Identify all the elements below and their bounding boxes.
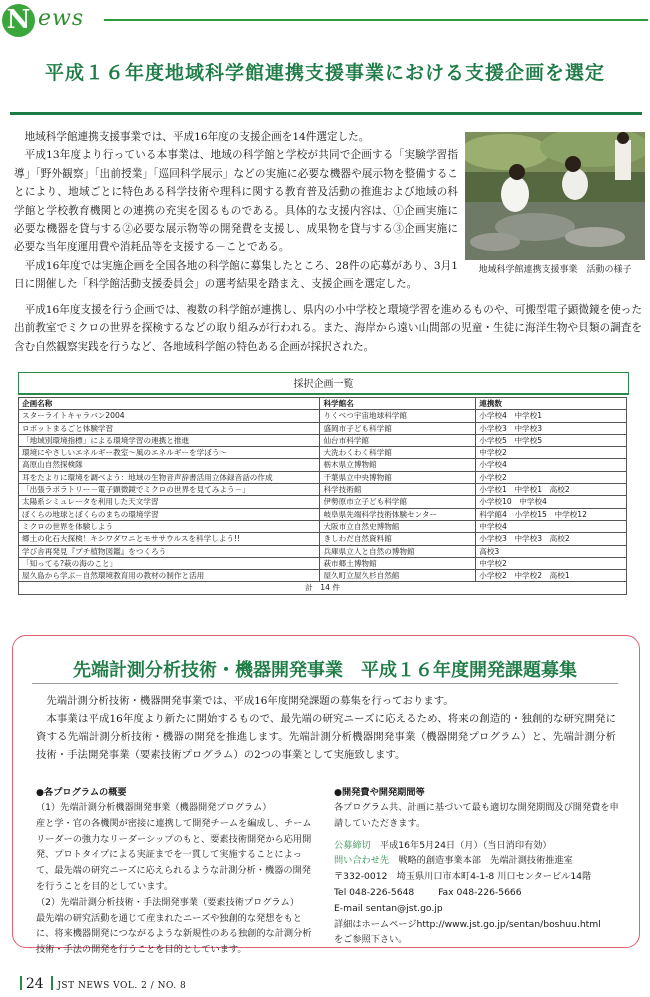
partner-count: 小学校1 中学校1 高校2 <box>476 484 627 496</box>
page-title: 平成１６年度地域科学館連携支援事業における支援企画を選定 <box>44 62 605 84</box>
museum-name: 伊勢原市立子ども科学館 <box>320 496 476 508</box>
homepage-note: をご参照下さい。 <box>334 934 408 946</box>
table-row <box>19 447 627 459</box>
table-row <box>19 533 627 545</box>
program-description: 産と学・官の各機関が密接に連携して開発チームを編成し、チームリーダーの強力なリーダーシップのもと、要素技術開発から応用開発、プロトタイプによる実証までを一貫して実施することによって、最先端の研究ニーズに応えられるような計測分析・機器の開発を行うことを目的としています。 <box>36 817 312 892</box>
plan-name: 「地域別環境指標」による環境学習の連携と推進 <box>19 434 320 446</box>
funding-info <box>334 784 622 948</box>
partner-count: 小学校2 中学校2 高校1 <box>476 570 627 582</box>
partner-count: 小学校3 中学校3 <box>476 422 627 434</box>
partner-count: 中学校2 <box>476 557 627 569</box>
email[interactable]: E-mail sentan@jst.go.jp <box>334 902 443 914</box>
plan-name: 屋久島から学ぶ－自然環境教育用の教材の制作と活用 <box>19 570 320 582</box>
fax: Fax 048-226-5666 <box>438 886 522 898</box>
museum-name: きしわだ自然資料館 <box>320 533 476 545</box>
museum-name: 仙台市科学館 <box>320 434 476 446</box>
museum-name: 科学技術館 <box>320 484 476 496</box>
museum-name: 千葉県立中央博物館 <box>320 471 476 483</box>
table-row <box>19 545 627 557</box>
partner-count: 高校3 <box>476 545 627 557</box>
partner-count: 中学校4 <box>476 520 627 532</box>
plan-name: ミクロの世界を体験しよう <box>19 520 320 532</box>
publication-name: JST NEWS VOL. 2 / NO. 8 <box>57 981 187 991</box>
table-row <box>19 434 627 446</box>
page-footer <box>20 976 186 992</box>
museum-name: 岐阜県先端科学技術体験センター <box>320 508 476 520</box>
table-row <box>19 520 627 532</box>
deadline-value: 平成16年5月24日（月）（当日消印有効） <box>379 839 552 851</box>
program-description: 最先端の研究活動を通じて産まれたニーズや独創的な発想をもとに、将来機器開発につながるような新規性のある独創的な計測分析技術・手法の開発を行うことを目的としています。 <box>36 912 312 956</box>
table-row <box>19 410 627 422</box>
museum-name: 兵庫県立人と自然の博物館 <box>320 545 476 557</box>
plan-name: 「知ってる?萩の海のこと」 <box>19 557 320 569</box>
table-heading: 採択企画一覧 <box>19 373 628 394</box>
museum-name: 盛岡市子ども科学館 <box>320 422 476 434</box>
table-row <box>19 422 627 434</box>
table-total: 計 14 件 <box>19 582 627 594</box>
phone-line <box>334 885 622 901</box>
section-intro <box>36 692 616 764</box>
header-rule <box>104 19 648 21</box>
table-row <box>19 496 627 508</box>
table-heading-box <box>18 372 629 395</box>
partner-count: 小学校4 中学校1 <box>476 410 627 422</box>
tel: Tel 048-226-5648 <box>334 886 415 898</box>
table-total-row <box>19 582 627 594</box>
table-row <box>19 557 627 569</box>
title-divider <box>10 112 642 115</box>
table-header-row <box>19 398 627 410</box>
activity-photo <box>465 132 645 260</box>
footer-bar <box>51 976 53 990</box>
funding-heading: ●開発費や開発期間等 <box>334 787 425 798</box>
museum-name: 大洗わくわく科学館 <box>320 447 476 459</box>
table-row <box>19 508 627 520</box>
partner-count: 小学校5 中学校5 <box>476 434 627 446</box>
news-logo-text: ews <box>38 6 85 31</box>
page-number: 24 <box>25 976 44 992</box>
homepage-link[interactable]: 詳細はホームページhttp://www.jst.go.jp/sentan/boshuu.html <box>334 918 601 930</box>
plan-name: 郷土の化石大探検！キシワダワニとモササウルスを科学しよう!! <box>19 533 320 545</box>
partner-count: 小学校4 <box>476 459 627 471</box>
table-row <box>19 459 627 471</box>
museum-name: 栃木県立博物館 <box>320 459 476 471</box>
table-row <box>19 484 627 496</box>
plan-name: 高原山自然探検隊 <box>19 459 320 471</box>
section-intro-paragraph: 先端計測分析技術・機器開発事業では、平成16年度開発課題の募集を行っております。 <box>46 695 454 707</box>
plan-name: 学び舎再発見『プチ植物図鑑』をつくろう <box>19 545 320 557</box>
contact-org: 戦略的創造事業本部 先端計測技術推進室 <box>398 855 573 867</box>
selected-plans-table <box>18 397 627 595</box>
intro-paragraph: 平成16年度では実施企画を全国各地の科学館に募集したところ、28件の応募があり、3月1日に開催した「科学館活動支援委員会」の選考結果を踏まえ、支援企画を選定した。 <box>14 259 458 291</box>
plan-name: 太陽系シミュレータを利用した天文学習 <box>19 496 320 508</box>
photo-caption: 地域科学館連携支援事業 活動の様子 <box>478 265 632 275</box>
program-overview-heading: ●各プログラムの概要 <box>36 787 127 798</box>
address: 〒332-0012 埼玉県川口市本町4-1-8 川口センタービル14階 <box>334 871 592 883</box>
intro-text <box>14 128 458 294</box>
plan-name: 耳をたよりに環境を調べよう：地域の生物音声辞書活用立体録音話の作成 <box>19 471 320 483</box>
plan-name: 「出張ラボラトリー－電子顕微鏡でミクロの世界を見てみよう－」 <box>19 484 320 496</box>
table-row <box>19 471 627 483</box>
plan-name: ぼくらの地球とぼくらのまちの環境学習 <box>19 508 320 520</box>
intro-paragraph: 平成13年度より行っている本事業は、地域の科学館と学校が共同で企画する「実験学習指導」「野外観察」「出前授業」「巡回科学展示」などの実施に必要な機器や展示物を整備することにより、地域ごとに特色ある科学技術や理科に関する教育普及活動の推進および地域の科学館と学校教育機関との連携の充実を図るものである。具体的な支援内容は、①企画実施に必要な機器を貸与する②必要な展示物等の開発費を支援し、成果物を貸与する③企画実施に必要な当年度運用費や消耗品等を支援する－ことである。 <box>14 149 458 254</box>
table-body <box>19 410 627 582</box>
section-intro-paragraph: 本事業は平成16年度より新たに開始するもので、最先端の研究ニーズに応えるため、将来の創造的・独創的な研究開発に資する先端計測分析技術・機器の開発を推進します。先端計測分析機器開発事業（機器開発プログラム）と、先端計測分析技術・手法開発事業（要素技術プログラム）の2つの事業として実施致します。 <box>36 713 616 761</box>
column-header: 連携数 <box>476 398 627 410</box>
partner-count: 科学館4 小学校15 中学校12 <box>476 508 627 520</box>
table-row <box>19 570 627 582</box>
deadline-line <box>334 838 622 854</box>
plan-name: 環境にやさしいエネルギー教室～風のエネルギーを学ぼう～ <box>19 447 320 459</box>
plan-name: ロボットまるごと体験学習 <box>19 422 320 434</box>
contact-line <box>334 853 622 869</box>
plan-name: スターライトキャラバン2004 <box>19 410 320 422</box>
partner-count: 小学校10 中学校4 <box>476 496 627 508</box>
contact-label: 問い合わせ先 <box>334 855 390 867</box>
section-divider <box>32 683 618 684</box>
program-item: （2）先端計測分析技術・手法開発事業（要素技術プログラム） <box>36 896 300 908</box>
body-text <box>14 301 642 356</box>
museum-name: りくべつ宇宙地球科学館 <box>320 410 476 422</box>
column-header: 科学館名 <box>320 398 476 410</box>
deadline-label: 公募締切 <box>334 839 371 851</box>
partner-count: 中学校2 <box>476 447 627 459</box>
partner-count: 小学校3 中学校3 高校2 <box>476 533 627 545</box>
news-logo: N <box>2 4 35 37</box>
funding-text: 各プログラム共、計画に基づいて最も適切な開発期間及び開発費を申請していただきます。 <box>334 802 619 829</box>
partner-count: 小学校2 <box>476 471 627 483</box>
footer-bar <box>20 976 22 990</box>
museum-name: 大阪市立自然史博物館 <box>320 520 476 532</box>
column-header: 企画名称 <box>19 398 320 410</box>
section-title: 先端計測分析技術・機器開発事業 平成１６年度開発課題募集 <box>73 660 577 681</box>
museum-name: 屋久町立屋久杉自然館 <box>320 570 476 582</box>
program-item: （1）先端計測分析機器開発事業（機器開発プログラム） <box>36 802 272 813</box>
intro-paragraph: 地域科学館連携支援事業では、平成16年度の支援企画を14件選定した。 <box>24 131 370 143</box>
program-overview <box>36 784 318 958</box>
museum-name: 萩市郷土博物館 <box>320 557 476 569</box>
body-paragraph: 平成16年度支援を行う企画では、複数の科学館が連携し、県内の小中学校と環境学習を進めるものや、可搬型電子顕微鏡を使った出前教室でミクロの世界を探検するなどの取り組みが行われる。また、海岸から遠い山間部の児童・生徒に海洋生物や貝類の調査を含む自然観察実践を行うなど、各地域科学館の特色ある企画が採択された。 <box>14 304 642 353</box>
